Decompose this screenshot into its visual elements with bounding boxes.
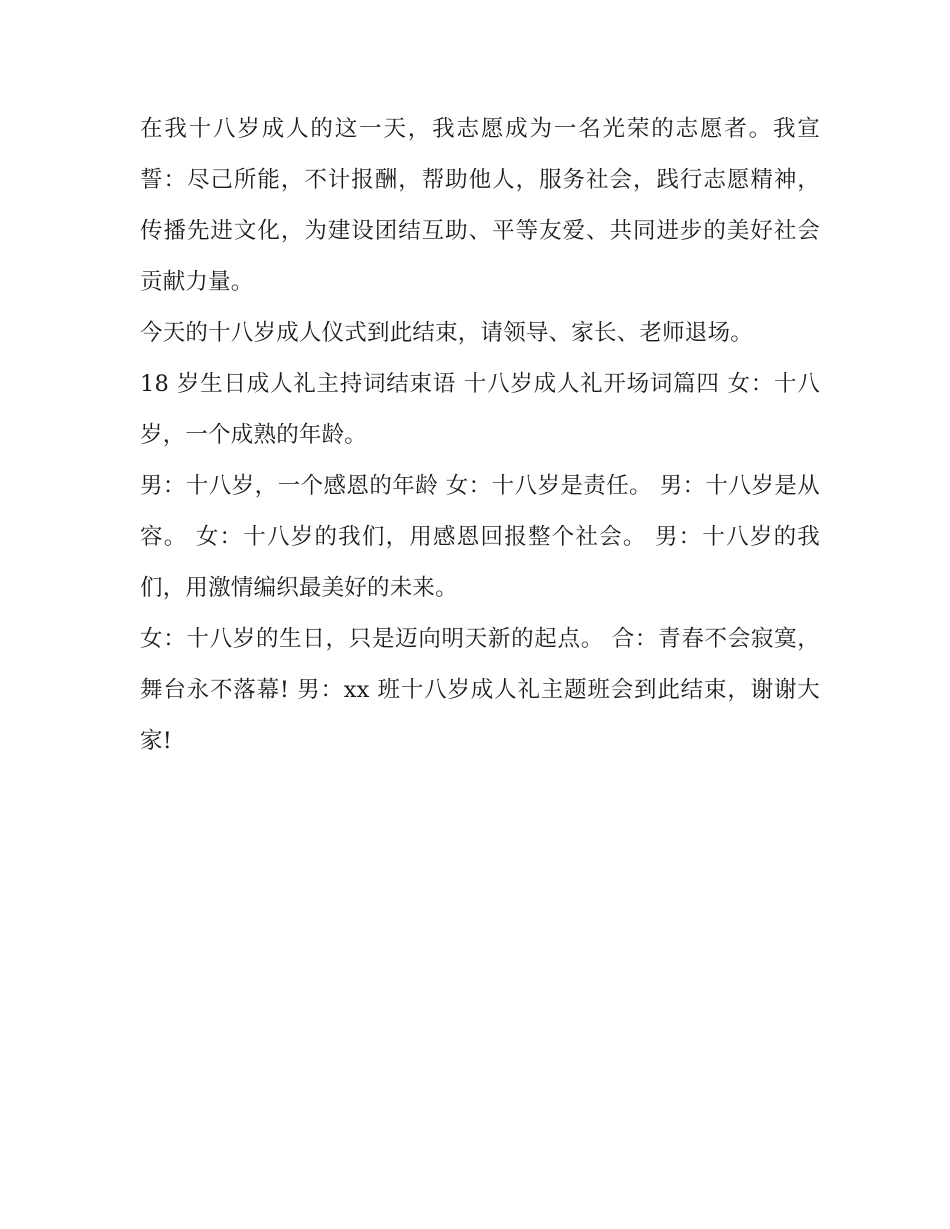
paragraph-volunteer-oath: 在我十八岁成人的这一天，我志愿成为一名光荣的志愿者。我宣誓：尽己所能，不计报酬，帮助他人，服务社会，践行志愿精神，传播先进文化，为建设团结互助、平等友爱、共同进步的美好社会贡献力量。 xyxy=(140,116,820,295)
document-body xyxy=(140,104,820,767)
paragraph-final: 女：十八岁的生日，只是迈向明天新的起点。 合：青春不会寂寞，舞台永不落幕! 男：xx 班十八岁成人礼主题班会到此结束，谢谢大家! xyxy=(140,626,820,754)
paragraph-closing-title: 18 岁生日成人礼主持词结束语 十八岁成人礼开场词篇四 女：十八岁，一个成熟的年龄。 xyxy=(140,371,820,448)
paragraph-ceremony-end: 今天的十八岁成人仪式到此结束，请领导、家长、老师退场。 xyxy=(140,320,753,346)
paragraph-dialogue: 男：十八岁，一个感恩的年龄 女：十八岁是责任。 男：十八岁是从容。 女：十八岁的我们，用感恩回报整个社会。 男：十八岁的我们，用激情编织最美好的未来。 xyxy=(140,473,820,601)
